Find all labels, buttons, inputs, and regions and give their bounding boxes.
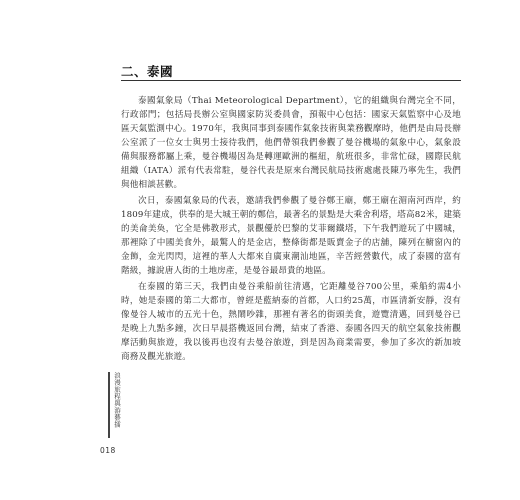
heading-rule xyxy=(121,80,461,81)
side-title-bar xyxy=(108,372,110,438)
paragraph: 次日，泰國氣象局的代表，邀請我們參觀了曼谷鄭王廟，鄭王廟在湄南河西岸，約1809年建成，供奉的是大城王朝的鄭信，最著名的景點是大乘舍利塔，塔高82米，建築的美侖美奐，它全是佛教形式，景觀優於巴黎的艾菲爾鐵塔，下午我們遊玩了中國城，那裡除了中國美食外，最驚人的是金店，整條街都是販賣金子的店舖，陳列在櫥窗內的金飾，金光閃閃，這裡的華人大都來自廣東潮汕地區，辛苦經營數代，成了泰國的富有階級，據說唐人街的土地房產，是曼谷最昂貴的地區。 xyxy=(121,196,461,276)
body-text xyxy=(121,94,461,366)
paragraph: 在泰國的第三天，我們由曼谷乘船前往清邁，它距離曼谷700公里，乘船約需4小時，她是泰國的第二大都市，曾經是藍納泰的首都，人口約25萬，市區清新安靜，沒有像曼谷人城市的五光十色，熱鬧吵雜，那裡有著名的街頭美食，遊覽清邁，回到曼谷已是晚上九點多鐘，次日早晨搭機返回台灣，結束了香港、泰國各四天的航空氣象技術觀摩活動與旅遊，我以後再也沒有去曼谷旅遊，到是因為商業需要，參加了多次的新加坡商務及觀光旅遊。 xyxy=(121,282,461,362)
section-heading: 二、泰國 xyxy=(121,64,174,79)
page-number: 018 xyxy=(100,446,116,455)
paragraph: 泰國氣象局（Thai Meteorological Department），它的組織與台灣完全不同，行政部門；包括局長辦公室與國家防災委員會，預報中心包括：國家天氣監察中心及地區天氣監測中心。1970年，我與同事到泰國作氣象技術與業務觀摩時，他們是由局長辦公室派了一位女士與男士接待我們，他們帶領我們參觀了曼谷機場的氣象中心，氣象設備與服務都屬上乘，曼谷機場因為是轉運歐洲的樞紐，航班很多，非常忙碌，國際民航組織（IATA）派有代表常駐，曼谷代表是原來台灣民航局技術處處長陳乃寧先生，我們與他相談甚歡。 xyxy=(121,96,461,190)
running-title: 浪漫旅程與游藝擂 xyxy=(113,372,121,428)
